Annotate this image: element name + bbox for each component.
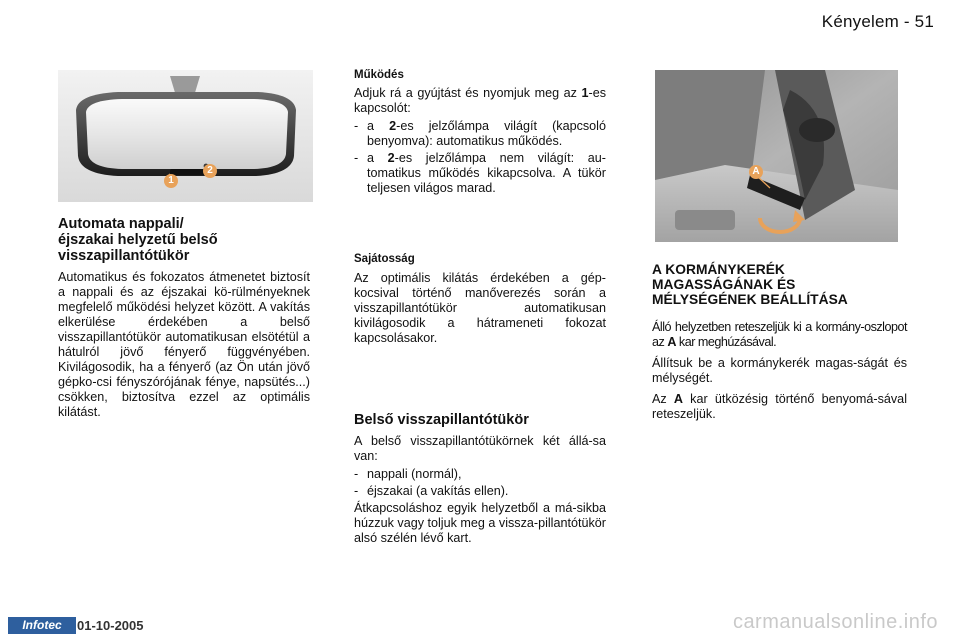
steering-adjust-photo xyxy=(655,70,898,242)
sajatossag-body: Az optimális kilátás érdekében a gép-kocsival történő manőverezés során a visszapillantótükör automatikusan kivilágosodik a hátrameneti fokozat kapcsolásakor. xyxy=(354,271,606,345)
page-header: Kényelem - 51 xyxy=(821,12,934,31)
callout-1: 1 xyxy=(164,174,178,188)
belso-body: Átkapcsoláshoz egyik helyzetből a má-sikba húzzuk vagy toljuk meg a vissza-pillantótükör alsó szélén lévő kart. xyxy=(354,501,606,545)
mukodes-item: - a 2-es jelzőlámpa világít (kapcsoló benyomva): automatikus működés. xyxy=(354,119,606,148)
mirror-heading: Automata nappali/ éjszakai helyzetű belső visszapillantótükör xyxy=(58,216,218,264)
mukodes-intro: Adjuk rá a gyújtást és nyomjuk meg az 1-es kapcsolót: xyxy=(354,86,606,115)
steering-p2: Állítsuk be a kormánykerék magas-ságát és mélységét. xyxy=(652,356,907,385)
mirror-description: Automatikus és fokozatos átmenetet biztosít a nappali és az éjszakai kö-rülményeknek megfelelő működési helyzet között. A vakítás elkerülése érdekében a belső visszapillantótükör automatikusan elsötétül a hátulról jövő fényerő függvényében. Kivilágosodik, ha a fényerő (az Ön után jövő gépko-csi fényszórójának fénye, napsütés...) csökken, biztosítva ezzel az optimális kilátást. xyxy=(58,270,310,419)
steering-heading: A KORMÁNYKERÉK MAGASSÁGÁNAK ÉS MÉLYSÉGÉNEK BEÁLLÍTÁSA xyxy=(652,262,848,307)
belso-item: - éjszakai (a vakítás ellen). xyxy=(354,484,509,498)
steering-p3: Az A kar ütközésig történő benyomá-sával reteszeljük. xyxy=(652,392,907,421)
callout-2: 2 xyxy=(203,164,217,178)
footer-date: 01-10-2005 xyxy=(77,618,144,633)
mukodes-item: - a 2-es jelzőlámpa nem világít: au-tomatikus működés kikapcsolva. A tükör teljesen világos marad. xyxy=(354,151,606,195)
steering-p1: Álló helyzetben reteszeljük ki a kormány-oszlopot az A kar meghúzásával. xyxy=(652,320,907,349)
belso-item: - nappali (normál), xyxy=(354,467,462,481)
callout-a: A xyxy=(749,165,763,179)
infotec-logo: Infotec xyxy=(8,617,76,634)
watermark: carmanualsonline.info xyxy=(732,611,938,633)
belso-intro: A belső visszapillantótükörnek két állá-sa van: xyxy=(354,434,606,463)
column-right xyxy=(652,262,907,428)
belso-title: Belső visszapillantótükör xyxy=(354,412,529,428)
column-left xyxy=(58,216,310,426)
rearview-mirror-photo xyxy=(58,70,313,202)
mukodes-title: Működés xyxy=(354,69,404,81)
column-middle xyxy=(354,68,606,552)
sajatossag-title: Sajátosság xyxy=(354,253,415,265)
